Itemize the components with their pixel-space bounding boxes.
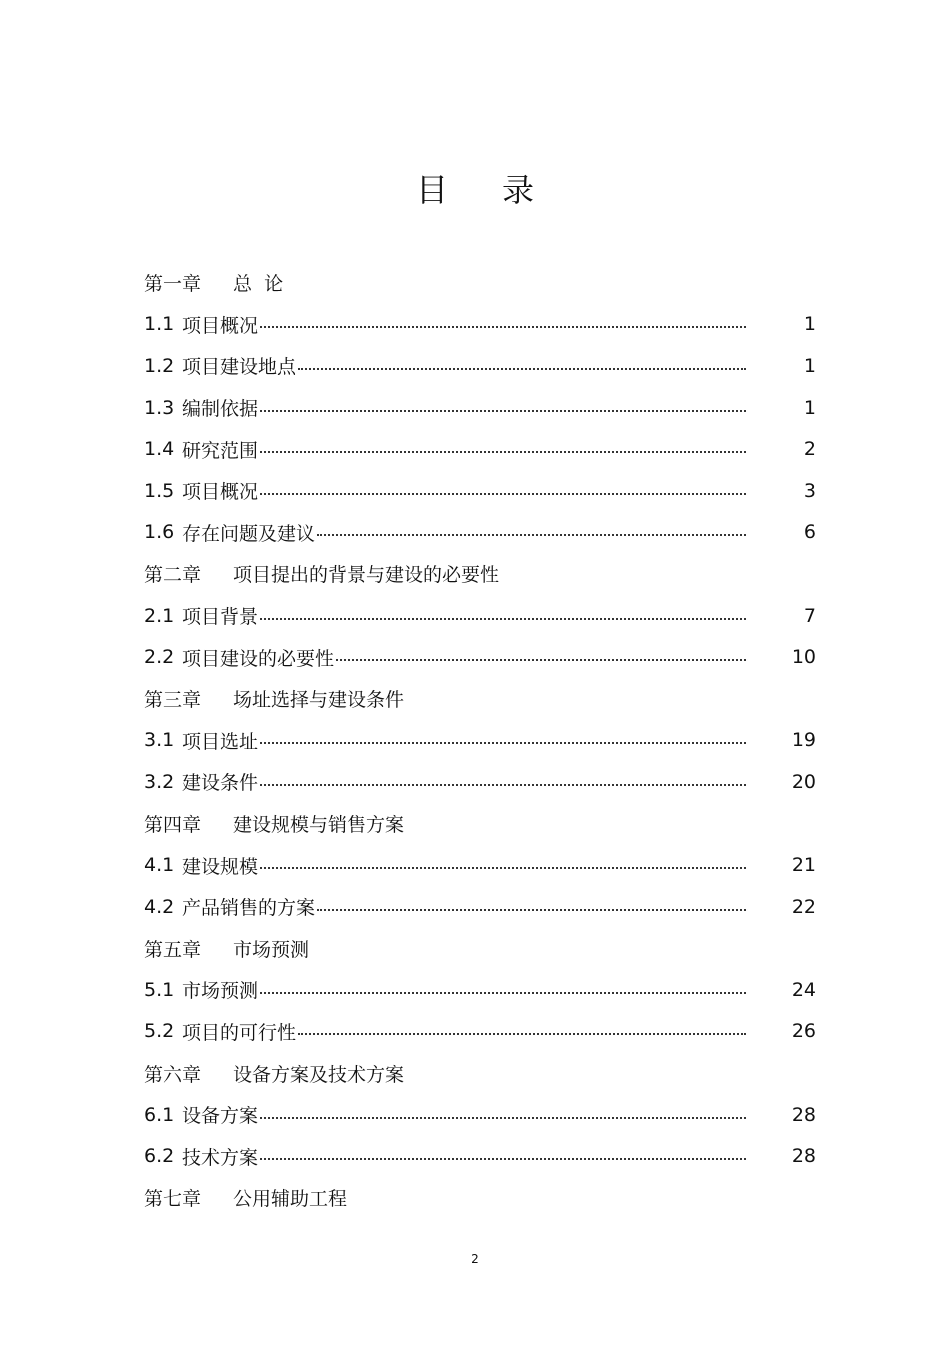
chapter-label: 第三章 bbox=[144, 689, 202, 712]
entry-page-number: 28 bbox=[791, 1103, 816, 1126]
dot-leader bbox=[258, 739, 746, 741]
dot-leader bbox=[258, 864, 746, 866]
chapter-label: 第七章 bbox=[144, 1188, 202, 1211]
dot-leader bbox=[315, 906, 746, 908]
entry-title: 市场预测 bbox=[182, 980, 259, 1003]
chapter-title: 场址选择与建设条件 bbox=[233, 689, 405, 712]
entry-number: 4.2 bbox=[144, 895, 175, 918]
toc-entry bbox=[144, 470, 816, 512]
entry-page-number: 10 bbox=[791, 646, 816, 669]
entry-number: 5.2 bbox=[144, 1020, 175, 1043]
toc-chapter-heading bbox=[144, 928, 816, 970]
entry-page-number: 3 bbox=[803, 479, 816, 502]
toc-entry bbox=[144, 1094, 816, 1136]
entry-number: 6.2 bbox=[144, 1145, 175, 1168]
toc-chapter-heading bbox=[144, 1052, 816, 1094]
toc-entry bbox=[144, 387, 816, 429]
toc-chapter-heading bbox=[144, 553, 816, 595]
toc-entry bbox=[144, 1135, 816, 1177]
toc-entry bbox=[144, 1011, 816, 1053]
entry-number: 1.5 bbox=[144, 479, 175, 502]
entry-page-number: 1 bbox=[803, 354, 816, 377]
toc-title-char-1: 目 bbox=[415, 171, 448, 209]
entry-number: 6.1 bbox=[144, 1103, 175, 1126]
entry-title: 产品销售的方案 bbox=[182, 897, 316, 920]
toc-chapter-heading bbox=[144, 803, 816, 845]
toc-entry bbox=[144, 345, 816, 387]
dot-leader bbox=[296, 365, 746, 367]
entry-title: 技术方案 bbox=[182, 1146, 259, 1169]
entry-page-number: 24 bbox=[791, 978, 816, 1001]
entry-page-number: 22 bbox=[791, 895, 816, 918]
dot-leader bbox=[315, 531, 746, 533]
entry-title: 建设规模 bbox=[182, 855, 259, 878]
toc-entry bbox=[144, 512, 816, 554]
toc-entry bbox=[144, 428, 816, 470]
entry-number: 2.2 bbox=[144, 646, 175, 669]
toc-chapter-heading bbox=[144, 262, 816, 304]
entry-number: 1.4 bbox=[144, 438, 175, 461]
entry-title: 项目建设的必要性 bbox=[182, 647, 335, 670]
dot-leader bbox=[258, 490, 746, 492]
toc-chapter-heading bbox=[144, 1177, 816, 1219]
page-number: 2 bbox=[471, 1252, 479, 1266]
entry-page-number: 26 bbox=[791, 1020, 816, 1043]
entry-number: 2.1 bbox=[144, 604, 175, 627]
chapter-title: 市场预测 bbox=[233, 938, 310, 961]
toc-entry bbox=[144, 761, 816, 803]
chapter-label: 第二章 bbox=[144, 564, 202, 587]
entry-title: 项目选址 bbox=[182, 730, 259, 753]
chapter-label: 第四章 bbox=[144, 814, 202, 837]
entry-page-number: 7 bbox=[803, 604, 816, 627]
entry-page-number: 20 bbox=[791, 770, 816, 793]
chapter-title: 项目提出的背景与建设的必要性 bbox=[233, 564, 500, 587]
dot-leader bbox=[258, 1114, 746, 1116]
entry-number: 3.2 bbox=[144, 770, 175, 793]
dot-leader bbox=[258, 323, 746, 325]
toc-entry bbox=[144, 595, 816, 637]
dot-leader bbox=[334, 656, 746, 658]
toc-entry bbox=[144, 969, 816, 1011]
chapter-title: 公用辅助工程 bbox=[233, 1188, 348, 1211]
toc-entry bbox=[144, 304, 816, 346]
entry-title: 研究范围 bbox=[182, 439, 259, 462]
toc-list bbox=[144, 262, 816, 1219]
entry-page-number: 6 bbox=[803, 521, 816, 544]
entry-title: 存在问题及建议 bbox=[182, 522, 316, 545]
entry-title: 项目背景 bbox=[182, 606, 259, 629]
entry-page-number: 1 bbox=[803, 313, 816, 336]
entry-title: 项目的可行性 bbox=[182, 1021, 297, 1044]
entry-number: 5.1 bbox=[144, 978, 175, 1001]
dot-leader bbox=[258, 989, 746, 991]
entry-number: 1.6 bbox=[144, 521, 175, 544]
entry-number: 3.1 bbox=[144, 729, 175, 752]
toc-entry bbox=[144, 844, 816, 886]
dot-leader bbox=[258, 407, 746, 409]
chapter-title: 总 论 bbox=[233, 273, 284, 296]
entry-page-number: 28 bbox=[791, 1145, 816, 1168]
entry-number: 1.3 bbox=[144, 396, 175, 419]
toc-title-char-2: 录 bbox=[502, 171, 535, 209]
entry-title: 项目概况 bbox=[182, 481, 259, 504]
entry-page-number: 2 bbox=[803, 438, 816, 461]
toc-entry bbox=[144, 886, 816, 928]
toc-title bbox=[0, 168, 950, 212]
entry-title: 设备方案 bbox=[182, 1105, 259, 1128]
toc-entry bbox=[144, 636, 816, 678]
entry-page-number: 21 bbox=[791, 854, 816, 877]
dot-leader bbox=[296, 1030, 746, 1032]
entry-page-number: 1 bbox=[803, 396, 816, 419]
toc-entry bbox=[144, 720, 816, 762]
chapter-label: 第六章 bbox=[144, 1063, 202, 1086]
entry-title: 项目概况 bbox=[182, 314, 259, 337]
chapter-title: 建设规模与销售方案 bbox=[233, 814, 405, 837]
chapter-title: 设备方案及技术方案 bbox=[233, 1063, 405, 1086]
entry-number: 4.1 bbox=[144, 854, 175, 877]
entry-title: 项目建设地点 bbox=[182, 356, 297, 379]
dot-leader bbox=[258, 1155, 746, 1157]
entry-title: 建设条件 bbox=[182, 772, 259, 795]
entry-page-number: 19 bbox=[791, 729, 816, 752]
entry-number: 1.2 bbox=[144, 354, 175, 377]
dot-leader bbox=[258, 781, 746, 783]
dot-leader bbox=[258, 448, 746, 450]
chapter-label: 第五章 bbox=[144, 938, 202, 961]
dot-leader bbox=[258, 615, 746, 617]
entry-number: 1.1 bbox=[144, 313, 175, 336]
entry-title: 编制依据 bbox=[182, 398, 259, 421]
toc-chapter-heading bbox=[144, 678, 816, 720]
chapter-label: 第一章 bbox=[144, 273, 202, 296]
